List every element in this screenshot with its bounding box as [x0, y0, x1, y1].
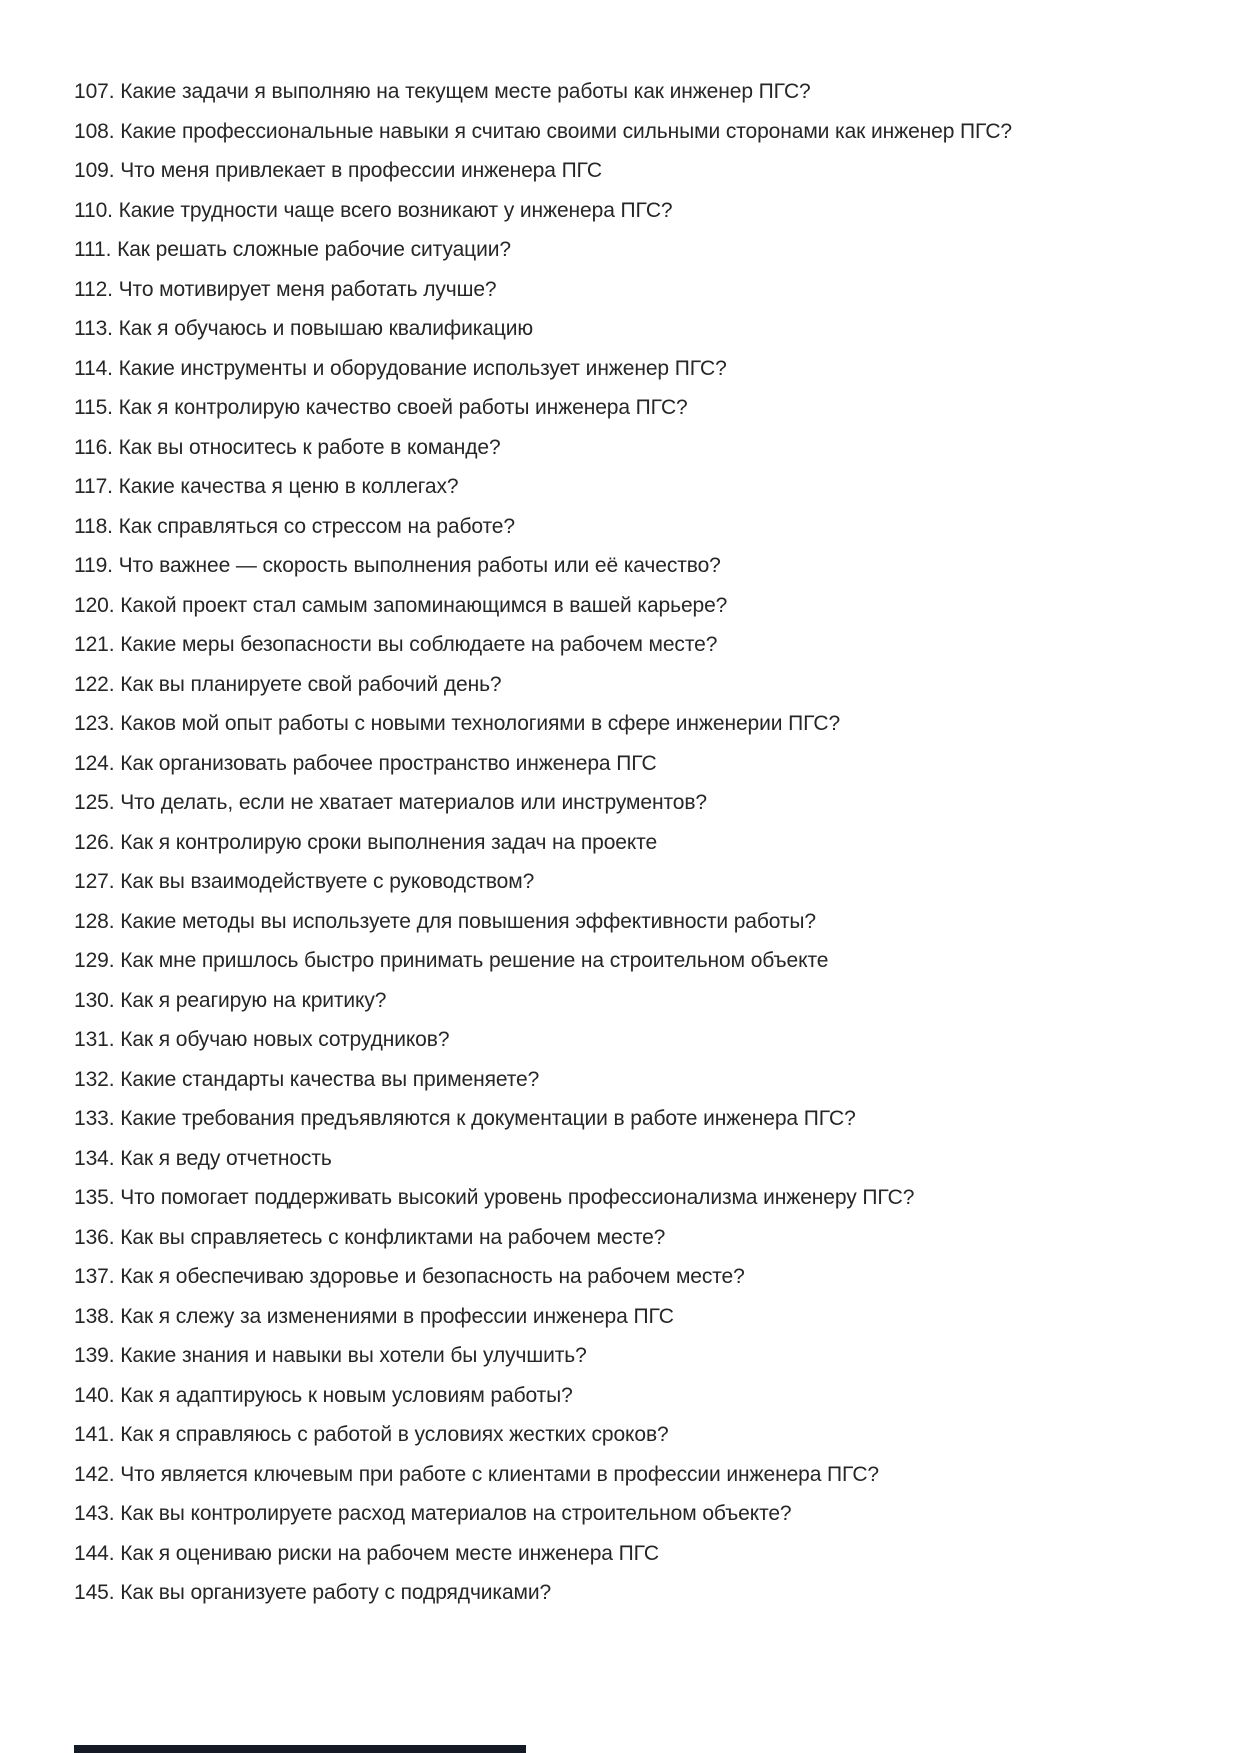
list-item: 126. Как я контролирую сроки выполнения задач на проекте — [74, 830, 658, 854]
list-item: 133. Какие требования предъявляются к документации в работе инженера ПГС? — [74, 1107, 856, 1130]
list-item: 141. Как я справляюсь с работой в условиях жестких сроков? — [74, 1423, 669, 1446]
list-item: 129. Как мне пришлось быстро принимать решение на строительном объекте — [74, 949, 829, 972]
list-item: 140. Как я адаптируюсь к новым условиям работы? — [74, 1383, 573, 1407]
question-list — [74, 72, 1174, 1613]
list-item: 142. Что является ключевым при работе с клиентами в профессии инженера ПГС? — [74, 1462, 880, 1486]
list-item: 124. Как организовать рабочее пространство инженера ПГС — [74, 751, 657, 775]
list-item: 135. Что помогает поддерживать высокий уровень профессионализма инженеру ПГС? — [74, 1186, 915, 1209]
list-item: 120. Какой проект стал самым запоминающимся в вашей карьере? — [74, 593, 728, 617]
list-item: 131. Как я обучаю новых сотрудников? — [74, 1028, 450, 1051]
list-item: 132. Какие стандарты качества вы применяете? — [74, 1067, 540, 1091]
list-item: 107. Какие задачи я выполняю на текущем месте работы как инженер ПГС? — [74, 80, 811, 103]
list-item: 114. Какие инструменты и оборудование использует инженер ПГС? — [74, 356, 727, 380]
list-item: 119. Что важнее — скорость выполнения работы или её качество? — [74, 554, 721, 577]
list-item: 115. Как я контролирую качество своей работы инженера ПГС? — [74, 396, 688, 419]
list-item: 143. Как вы контролируете расход материалов на строительном объекте? — [74, 1502, 792, 1525]
list-item: 144. Как я оцениваю риски на рабочем месте инженера ПГС — [74, 1541, 660, 1565]
list-item: 122. Как вы планируете свой рабочий день? — [74, 672, 502, 696]
list-item: 136. Как вы справляетесь с конфликтами на рабочем месте? — [74, 1225, 666, 1249]
list-item: 127. Как вы взаимодействуете с руководством? — [74, 870, 535, 893]
list-item: 116. Как вы относитесь к работе в команде? — [74, 435, 501, 459]
list-item: 134. Как я веду отчетность — [74, 1146, 332, 1170]
list-item: 109. Что меня привлекает в профессии инженера ПГС — [74, 159, 602, 182]
list-item: 137. Как я обеспечиваю здоровье и безопасность на рабочем месте? — [74, 1265, 745, 1288]
list-item: 128. Какие методы вы используете для повышения эффективности работы? — [74, 909, 816, 933]
list-item: 111. Как решать сложные рабочие ситуации? — [74, 238, 511, 261]
list-item: 121. Какие меры безопасности вы соблюдаете на рабочем месте? — [74, 633, 718, 656]
list-item: 139. Какие знания и навыки вы хотели бы улучшить? — [74, 1344, 587, 1367]
list-item: 113. Как я обучаюсь и повышаю квалификацию — [74, 317, 534, 340]
list-item: 125. Что делать, если не хватает материалов или инструментов? — [74, 791, 707, 814]
list-item: 130. Как я реагирую на критику? — [74, 988, 387, 1012]
list-item: 117. Какие качества я ценю в коллегах? — [74, 475, 459, 498]
list-item: 110. Какие трудности чаще всего возникают у инженера ПГС? — [74, 198, 673, 222]
list-item: 112. Что мотивирует меня работать лучше? — [74, 277, 497, 301]
list-item: 118. Как справляться со стрессом на работе? — [74, 514, 515, 538]
list-item: 138. Как я слежу за изменениями в профессии инженера ПГС — [74, 1304, 674, 1328]
list-item: 145. Как вы организуете работу с подрядчиками? — [74, 1581, 552, 1604]
partial-footer-bar — [74, 1745, 526, 1753]
list-item: 123. Каков мой опыт работы с новыми технологиями в сфере инженерии ПГС? — [74, 712, 841, 735]
list-item: 108. Какие профессиональные навыки я считаю своими сильными сторонами как инженер ПГС? — [74, 119, 1013, 143]
